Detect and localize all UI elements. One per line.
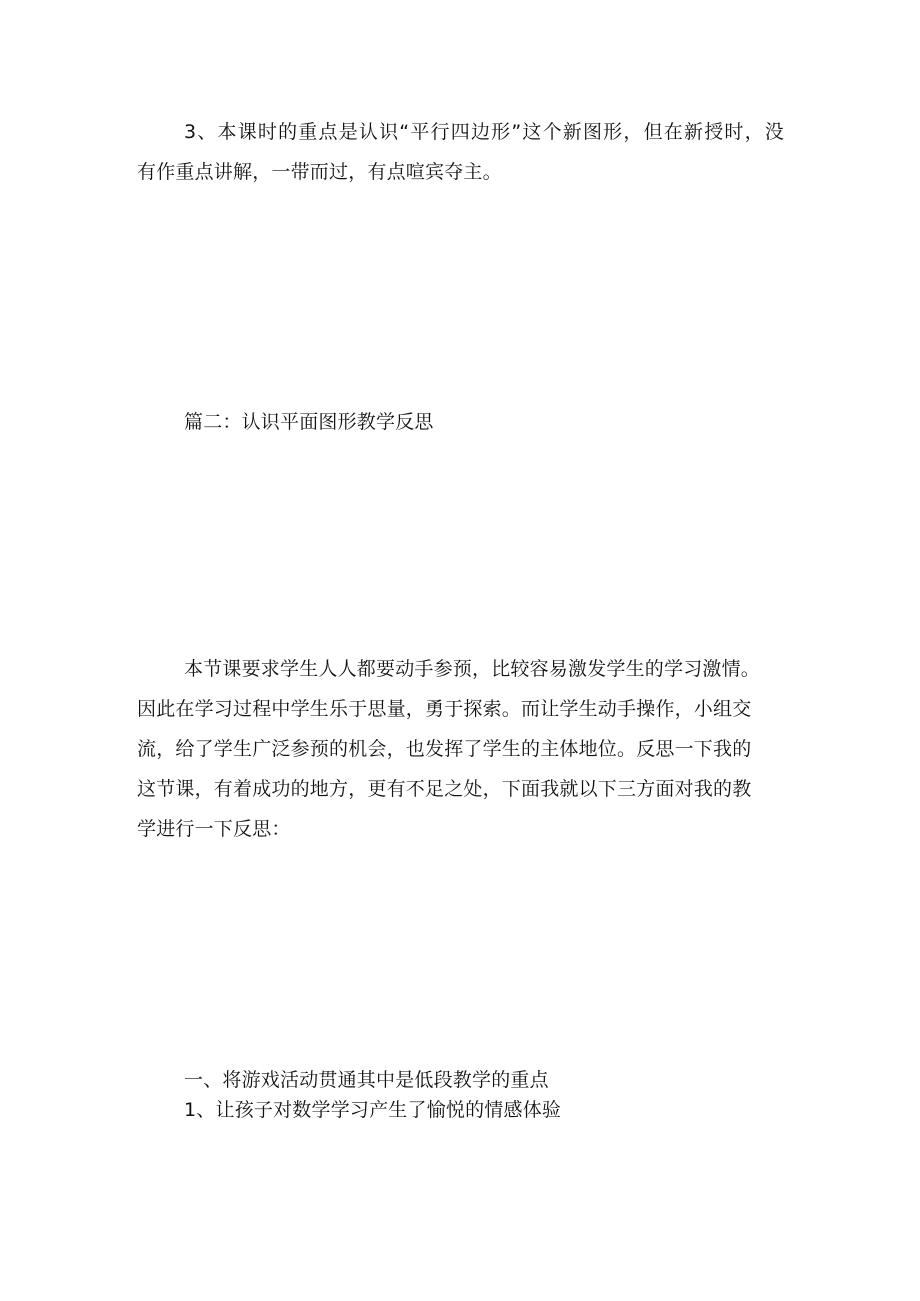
section-1-title: 一、将游戏活动贯通其中是低段教学的重点	[184, 1069, 549, 1091]
paragraph-2-line-3: 流，给了学生广泛参预的机会，也发挥了学生的主体地位。反思一下我的	[137, 738, 752, 760]
section-heading-pian-er: 篇二：认识平面图形教学反思	[184, 411, 434, 433]
paragraph-2-line-1: 本节课要求学生人人都要动手参预，比较容易激发学生的学习激情。	[184, 658, 761, 680]
paragraph-2-line-2: 因此在学习过程中学生乐于思量，勇于探索。而让学生动手操作，小组交	[137, 698, 752, 720]
paragraph-1-line-1: 3、本课时的重点是认识“平行四边形”这个新图形，但在新授时，没	[184, 121, 784, 143]
paragraph-2-line-4: 这节课，有着成功的地方，更有不足之处，下面我就以下三方面对我的教	[137, 778, 752, 800]
paragraph-2-line-5: 学进行一下反思：	[137, 818, 291, 840]
paragraph-1-line-2: 有作重点讲解，一带而过，有点喧宾夺主。	[137, 161, 502, 183]
section-1-item-1: 1、让孩子对数学学习产生了愉悦的情感体验	[184, 1099, 562, 1121]
